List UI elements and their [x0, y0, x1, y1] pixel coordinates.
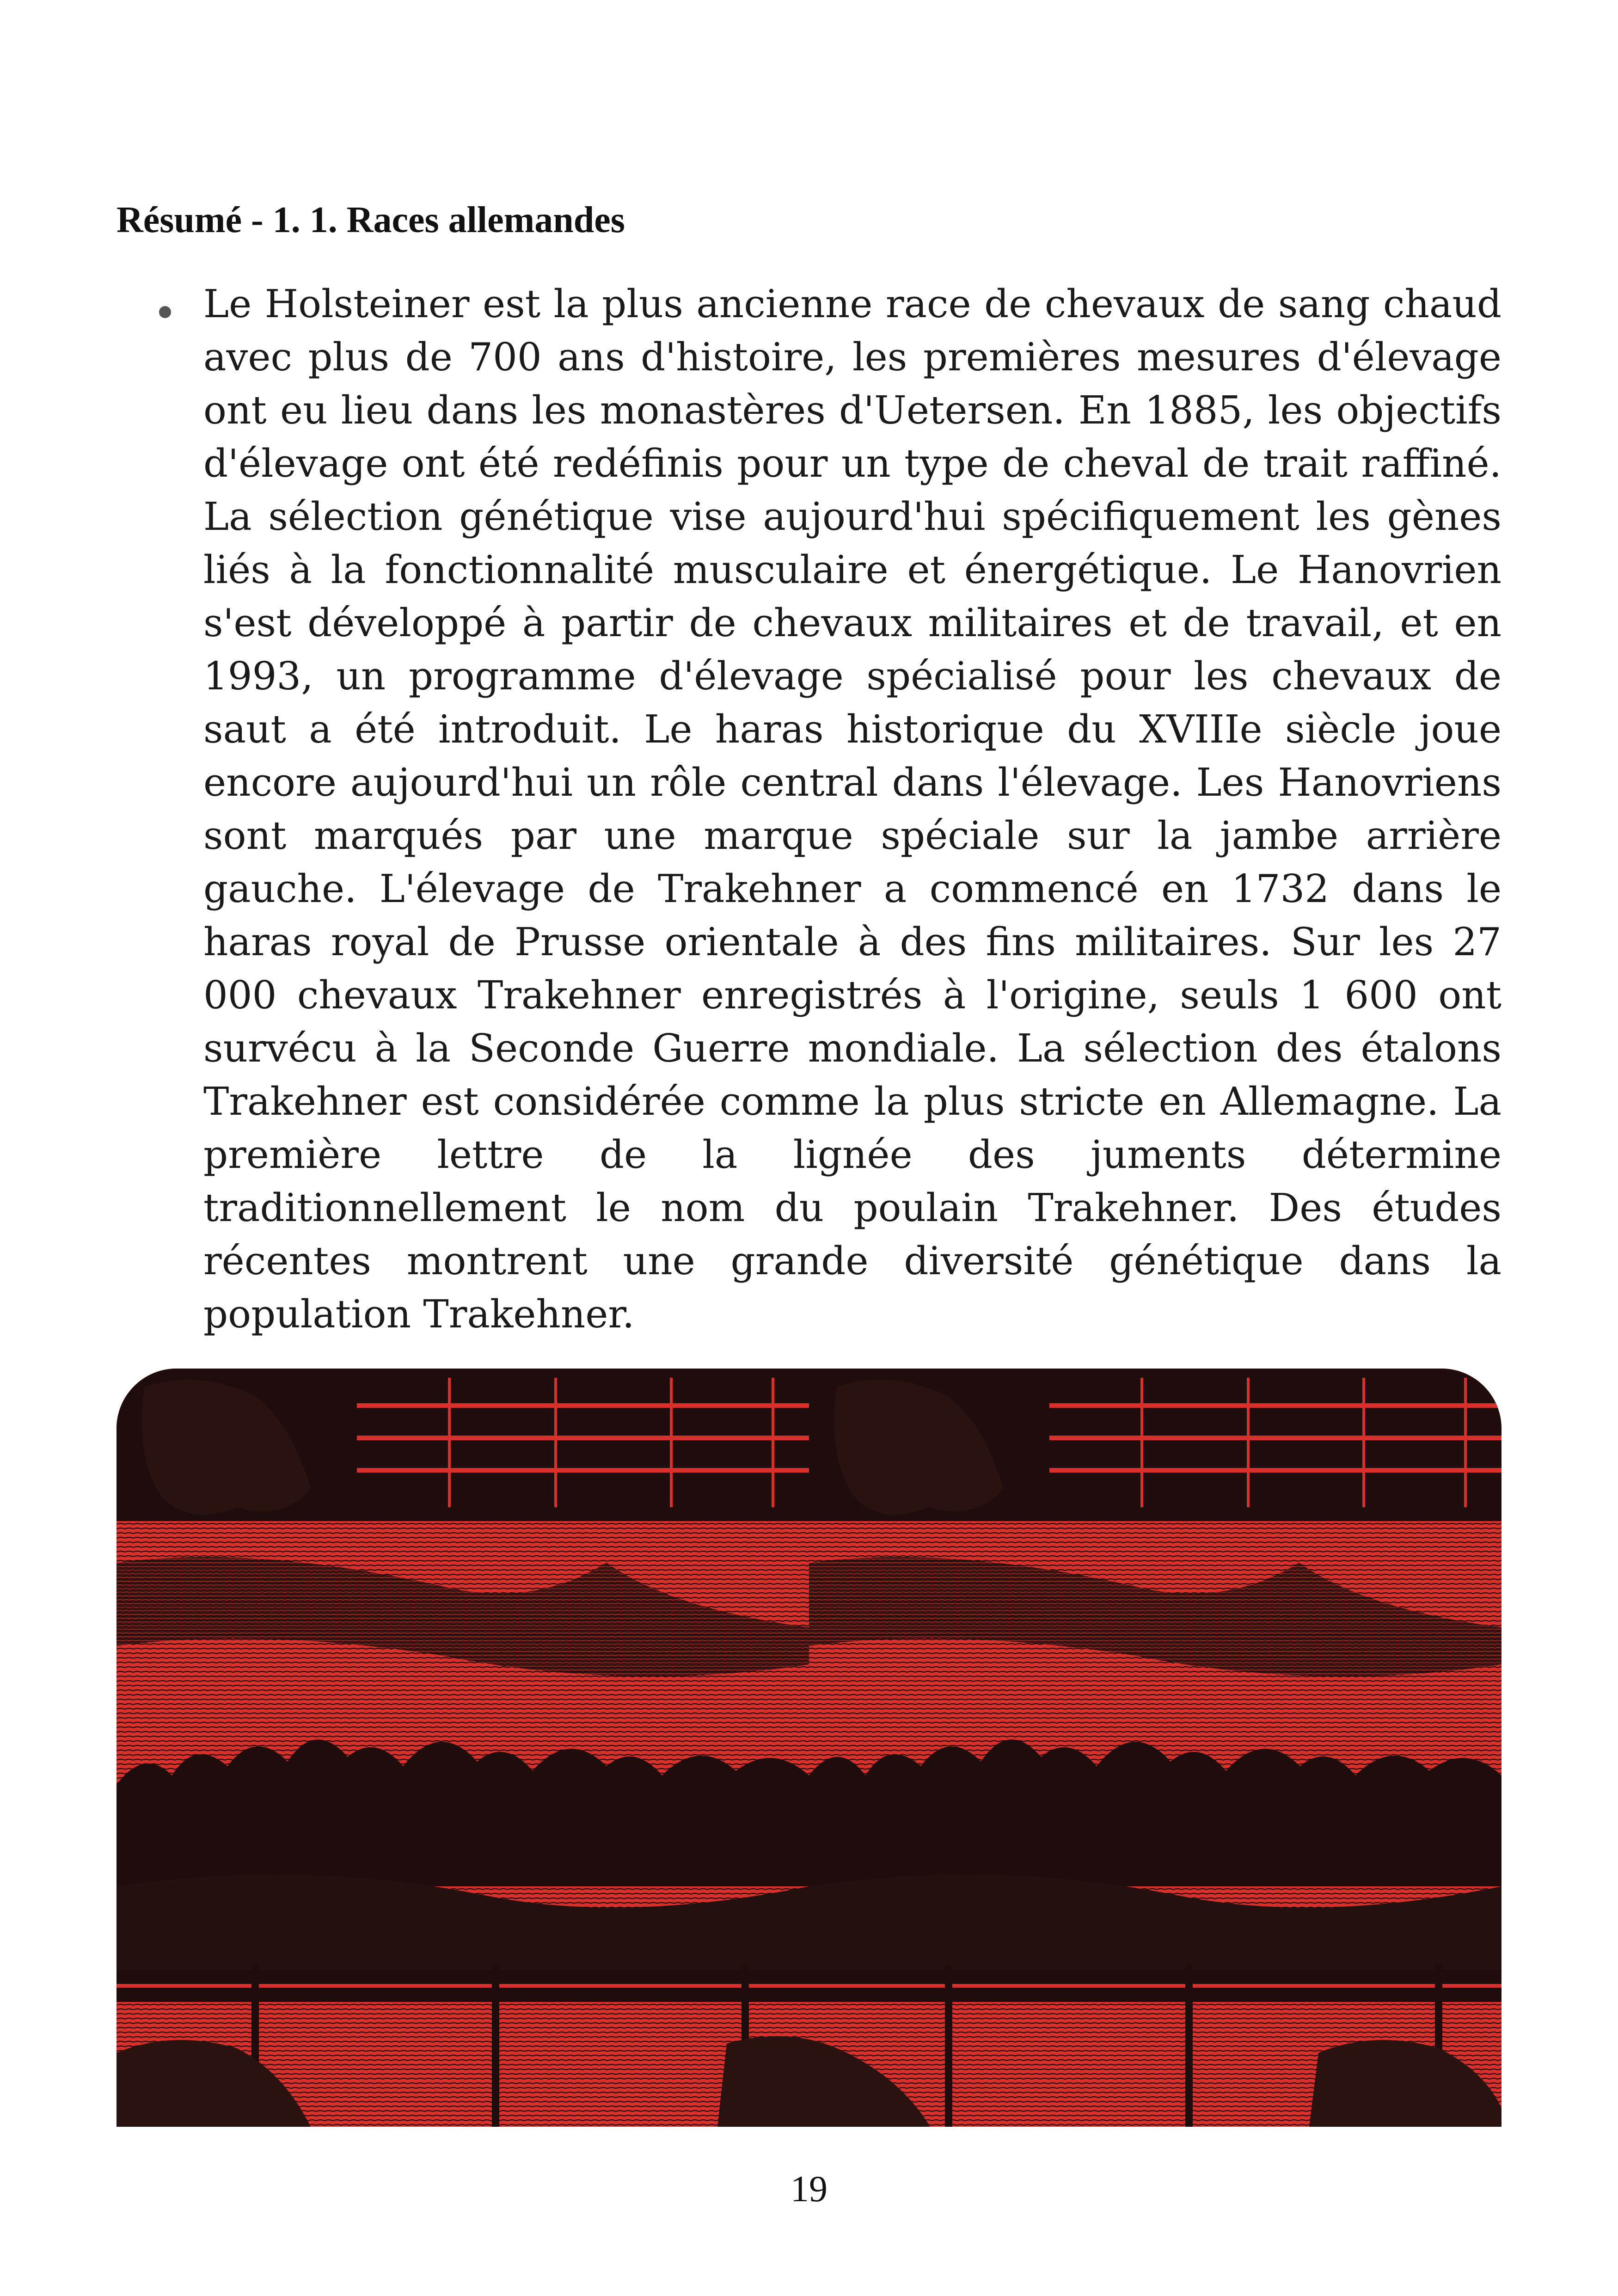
bullet-icon: [159, 306, 171, 318]
section-heading: Résumé - 1. 1. Races allemandes: [116, 200, 625, 240]
woodcut-horse-illustration: [116, 1369, 1502, 2127]
page-number: 19: [791, 2169, 827, 2210]
illustration-artwork: [116, 1369, 1502, 2127]
summary-bullet-list: [116, 277, 1502, 1341]
bullet-text: Le Holsteiner est la plus ancienne race de chevaux de sang chaud avec plus de 700 ans d'histoire, les premières mesures d'élevage ont eu lieu dans les monastères d'Uetersen. En 1885, les objectifs d'élevage ont été redéfinis pour un type de cheval de trait raffiné. La sélection génétique vise aujourd'hui spécifiquement les gènes liés à la fonctionnalité musculaire et énergétique. Le Hanovrien s'est développé à partir de chevaux militaires et de travail, et en 1993, un programme d'élevage spécialisé pour les chevaux de saut a été introduit. Le haras historique du XVIIIe siècle joue encore aujourd'hui un rôle central dans l'élevage. Les Hanovriens sont marqués par une marque spéciale sur la jambe arrière gauche. L'élevage de Trakehner a commencé en 1732 dans le haras royal de Prusse orientale à des fins militaires. Sur les 27 000 chevaux Trakehner enregistrés à l'origine, seuls 1 600 ont survécu à la Seconde Guerre mondiale. La sélection des étalons Trakehner est considérée comme la plus stricte en Allemagne. La première lettre de la lignée des juments détermine traditionnellement le nom du poulain Trakehner. Des études récentes montrent une grande diversité génétique dans la population Trakehner.: [203, 282, 1502, 1337]
list-item: [116, 277, 1502, 1341]
